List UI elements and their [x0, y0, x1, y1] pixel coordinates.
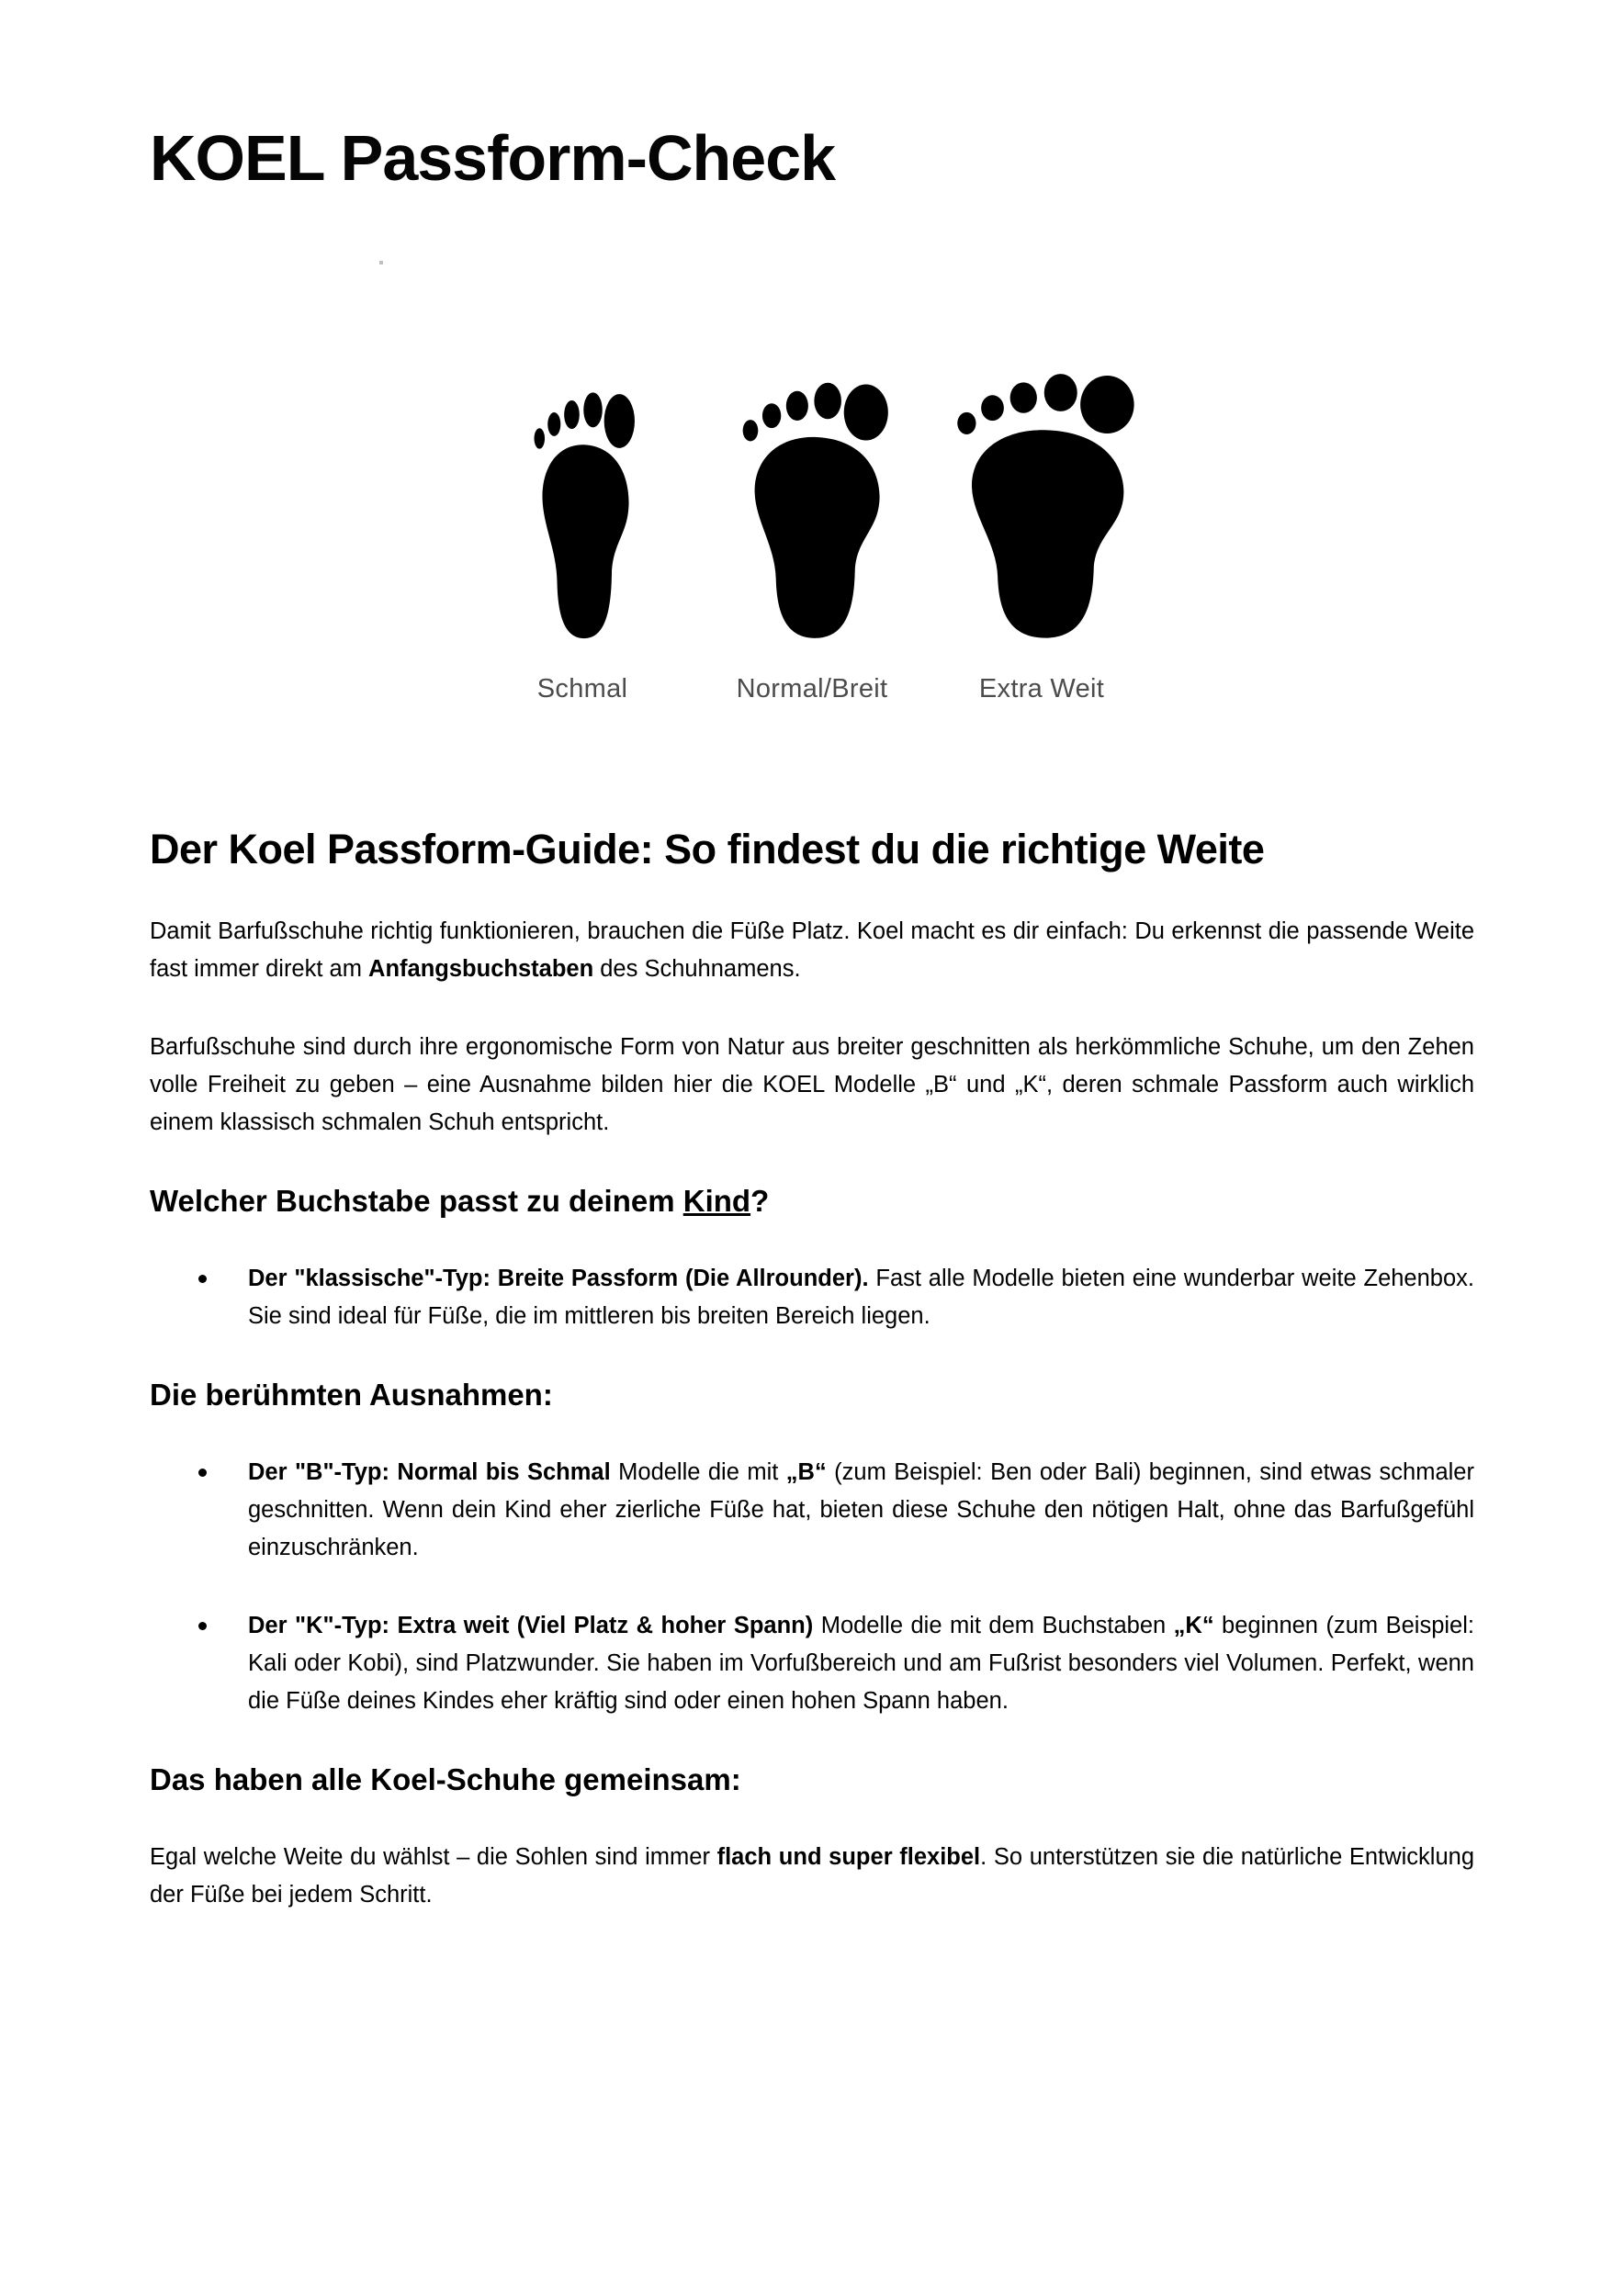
- bullet-list-ausnahmen: [150, 1454, 1474, 1720]
- foot-column-schmal: [477, 383, 688, 814]
- foot-extra-weit-icon: [939, 364, 1145, 645]
- foot-column-extra-weit: [936, 364, 1147, 814]
- figure-label-extra-weit: Extra Weit: [978, 674, 1105, 703]
- bullet-dot: [198, 1622, 207, 1630]
- bullet-dot: [198, 1275, 207, 1283]
- list-item-text: Der "K"-Typ: Extra weit (Viel Platz & hoher Spann) Modelle die mit dem Buchstaben „K“ beginnen (zum Beispiel: Kali oder Kobi), sind Platzwunder. Sie haben im Vorfußbereich und am Fußrist besonders viel Volumen. Perfekt, wenn die Füße deines Kindes eher kräftig sind oder einen hohen Spann haben.: [248, 1613, 1474, 1714]
- figure-label-normal-breit: Normal/Breit: [736, 674, 888, 703]
- paragraph-intro: Damit Barfußschuhe richtig funktionieren, brauchen die Füße Platz. Koel macht es dir einfach: Du erkennst die passende Weite fast immer direkt am Anfangsbuchstaben des Schuhnamens.: [150, 918, 1474, 982]
- paragraph-ergonomie: Barfußschuhe sind durch ihre ergonomische Form von Natur aus breiter geschnitten als herkömmliche Schuhe, um den Zehen volle Freiheit zu geben – eine Ausnahme bilden hier die KOEL Modelle „B“ und „K“, deren schmale Passform auch wirklich einem klassisch schmalen Schuh entspricht.: [150, 1034, 1474, 1135]
- guide-heading: Der Koel Passform-Guide: So findest du die richtige Weite: [150, 826, 1265, 872]
- bullet-list-allrounder: [150, 1260, 1474, 1335]
- subheading-gemeinsam: Das haben alle Koel-Schuhe gemeinsam:: [150, 1762, 741, 1796]
- list-item-text: Der "klassische"-Typ: Breite Passform (Die Allrounder). Fast alle Modelle bieten eine wunderbar weite Zehenbox. Sie sind ideal für Füße, die im mittleren bis breiten Bereich liegen.: [248, 1266, 1474, 1329]
- list-item-k-typ: [150, 1607, 1474, 1720]
- list-item-b-typ: [150, 1454, 1474, 1567]
- list-item-klassisch-typ: [150, 1260, 1474, 1335]
- foot-normal-breit-icon: [727, 373, 897, 645]
- foot-width-figure: [150, 248, 1474, 814]
- foot-schmal-icon: [524, 383, 641, 645]
- image-artifact-dot: [379, 261, 383, 264]
- document-title: KOEL Passform-Check: [150, 122, 836, 194]
- subheading-welcher-buchstabe: Welcher Buchstabe passt zu deinem Kind?: [150, 1184, 770, 1218]
- foot-column-normal-breit: [706, 373, 918, 814]
- bullet-dot: [198, 1469, 207, 1477]
- paragraph-sohlen: Egal welche Weite du wählst – die Sohlen sind immer flach und super flexibel. So unterstützen sie die natürliche Entwicklung der Füße bei jedem Schritt.: [150, 1844, 1474, 1908]
- list-item-text: Der "B"-Typ: Normal bis Schmal Modelle die mit „B“ (zum Beispiel: Ben oder Bali) beginnen, sind etwas schmaler geschnitten. Wenn dein Kind eher zierliche Füße hat, bieten diese Schuhe den nötigen Halt, ohne das Barfußgefühl einzuschränken.: [248, 1459, 1474, 1560]
- figure-label-schmal: Schmal: [536, 674, 628, 703]
- subheading-ausnahmen: Die berühmten Ausnahmen:: [150, 1378, 553, 1412]
